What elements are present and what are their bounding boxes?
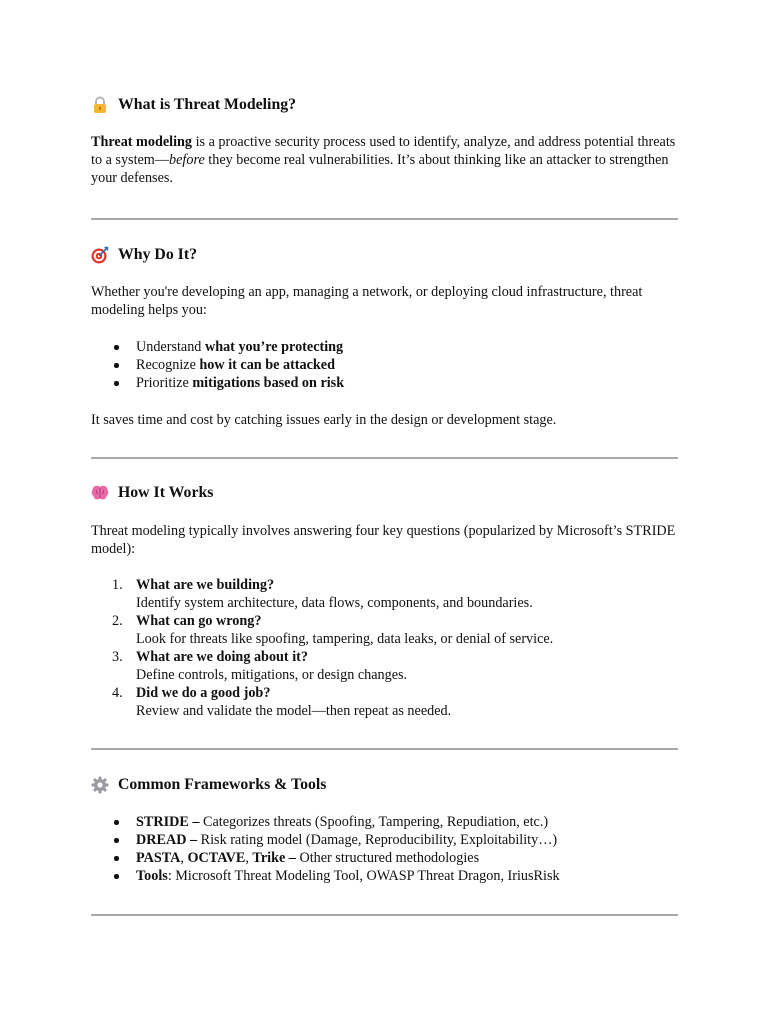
section-heading bbox=[91, 483, 681, 503]
lock-icon bbox=[91, 96, 109, 114]
description: Identify system architecture, data flows, components, and boundaries. bbox=[136, 595, 533, 611]
section-what-is bbox=[91, 95, 681, 187]
paragraph: It saves time and cost by catching issues early in the design or development stage. bbox=[91, 412, 557, 428]
list-number: 4. bbox=[112, 685, 123, 701]
gear-icon bbox=[91, 776, 109, 794]
section-how-it-works bbox=[91, 483, 681, 720]
text-run: Prioritize bbox=[136, 375, 193, 391]
bullet-list bbox=[91, 813, 681, 885]
section-title: What is Threat Modeling? bbox=[118, 96, 297, 113]
bold-term: DREAD – bbox=[136, 832, 198, 848]
bold-term: what you’re protecting bbox=[204, 339, 344, 355]
bold-term: Tools bbox=[136, 868, 168, 884]
description: Review and validate the model—then repeat as needed. bbox=[136, 703, 452, 719]
text-run: : Microsoft Threat Modeling Tool, OWASP Threat Dragon, IriusRisk bbox=[167, 868, 560, 884]
section-heading bbox=[91, 95, 681, 115]
text-run: Risk rating model (Damage, Reproducibility, Exploitability…) bbox=[197, 832, 558, 848]
divider bbox=[91, 457, 678, 459]
text-run: , bbox=[180, 850, 188, 866]
bold-term: Trike – bbox=[252, 850, 296, 866]
section-title: Common Frameworks & Tools bbox=[118, 776, 327, 793]
bold-term: mitigations based on risk bbox=[192, 375, 345, 391]
target-icon bbox=[91, 246, 109, 264]
list-item bbox=[91, 374, 681, 392]
list-item bbox=[91, 612, 681, 648]
bold-term: STRIDE – bbox=[136, 814, 200, 830]
italic-term: before bbox=[169, 152, 205, 168]
text-run: is a proactive security process used to identify, analyze, and address potential threats to a system— bbox=[91, 134, 676, 168]
list-item bbox=[91, 831, 681, 849]
paragraph bbox=[91, 133, 681, 187]
divider bbox=[91, 914, 678, 916]
paragraph: Whether you're developing an app, managing a network, or deploying cloud infrastructure, threat modeling helps you: bbox=[91, 284, 643, 318]
bold-term: how it can be attacked bbox=[199, 357, 335, 373]
bold-term: Threat modeling bbox=[91, 134, 193, 150]
divider bbox=[91, 218, 678, 220]
question: What are we building? bbox=[136, 577, 275, 593]
description: Look for threats like spoofing, tampering, data leaks, or denial of service. bbox=[136, 631, 554, 647]
list-item bbox=[91, 684, 681, 720]
section-why bbox=[91, 245, 681, 429]
list-number: 3. bbox=[112, 649, 123, 665]
text-run: , bbox=[245, 850, 253, 866]
list-item bbox=[91, 648, 681, 684]
list-item bbox=[91, 813, 681, 831]
question: What can go wrong? bbox=[136, 613, 262, 629]
text-run: Other structured methodologies bbox=[295, 850, 480, 866]
text-run: Categorizes threats (Spoofing, Tampering, Repudiation, etc.) bbox=[199, 814, 549, 830]
list-number: 2. bbox=[112, 613, 123, 629]
divider bbox=[91, 748, 678, 750]
brain-icon bbox=[91, 484, 109, 502]
section-frameworks bbox=[91, 775, 681, 885]
paragraph: Threat modeling typically involves answering four key questions (popularized by Microsoft’s STRIDE model): bbox=[91, 523, 676, 557]
description: Define controls, mitigations, or design changes. bbox=[136, 667, 408, 683]
bold-term: OCTAVE bbox=[187, 850, 246, 866]
list-item bbox=[91, 338, 681, 356]
section-heading bbox=[91, 775, 681, 795]
section-title: How It Works bbox=[118, 484, 214, 501]
list-number: 1. bbox=[112, 577, 123, 593]
text-run: they become real vulnerabilities. It’s about thinking like an attacker to strengthen your defenses. bbox=[91, 152, 669, 186]
section-title: Why Do It? bbox=[118, 246, 197, 263]
text-run: Recognize bbox=[136, 357, 200, 373]
numbered-list bbox=[91, 576, 681, 720]
text-run: Understand bbox=[136, 339, 205, 355]
section-heading bbox=[91, 245, 681, 265]
bold-term: PASTA bbox=[136, 850, 181, 866]
list-item bbox=[91, 849, 681, 867]
list-item bbox=[91, 867, 681, 885]
question: Did we do a good job? bbox=[136, 685, 271, 701]
question: What are we doing about it? bbox=[136, 649, 308, 665]
bullet-list bbox=[91, 338, 681, 392]
list-item bbox=[91, 576, 681, 612]
list-item bbox=[91, 356, 681, 374]
